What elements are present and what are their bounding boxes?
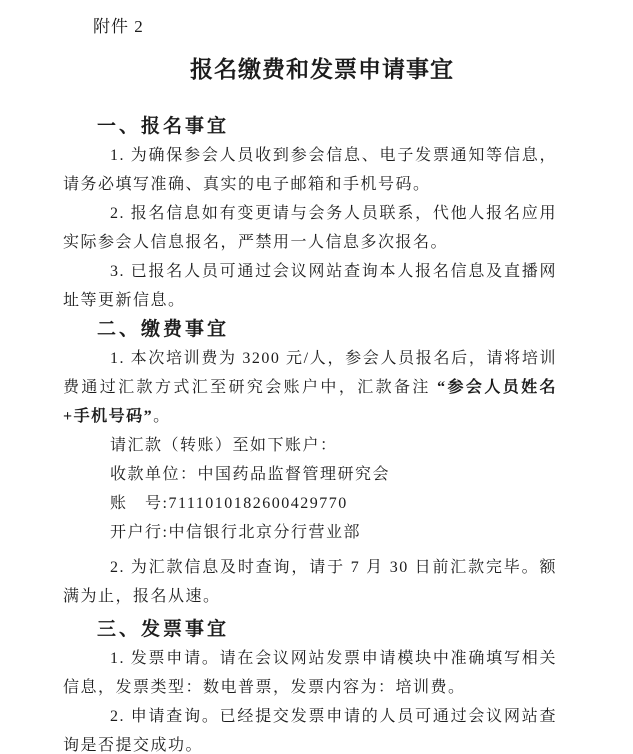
remit-intro-line: 请汇款（转账）至如下账户： <box>110 437 338 454</box>
paragraph-fee <box>63 344 557 431</box>
fee-remark-bold: “参会人员姓名+手机号码” <box>63 379 557 425</box>
section-heading-payment: 二、缴费事宜 <box>97 319 230 340</box>
section-heading-registration: 一、报名事宜 <box>97 116 230 137</box>
paragraph-registration-3: 3. 已报名人员可通过会议网站查询本人报名信息及直播网址等更新信息。 <box>63 263 557 309</box>
section-heading-invoice: 三、发票事宜 <box>97 619 230 640</box>
bank-line: 开户行:中信银行北京分行营业部 <box>110 524 361 541</box>
attachment-label: 附件 2 <box>93 17 144 36</box>
fee-text: 1. 本次培训费为 3200 元/人，参会人员报名后，请将培训费通过汇款方式汇至研究会账户中，汇款备注 <box>63 350 557 396</box>
account-number-line: 账 号:7111010182600429770 <box>110 495 348 512</box>
document-title: 报名缴费和发票申请事宜 <box>190 57 454 82</box>
paragraph-invoice-2: 2. 申请查询。已经提交发票申请的人员可通过会议网站查询是否提交成功。 <box>63 708 557 754</box>
paragraph-registration-1: 1. 为确保参会人员收到参会信息、电子发票通知等信息，请务必填写准确、真实的电子邮箱和手机号码。 <box>63 147 557 193</box>
paragraph-payment-deadline: 2. 为汇款信息及时查询，请于 7 月 30 日前汇款完毕。额满为止，报名从速。 <box>63 559 557 605</box>
fee-text-end: 。 <box>153 408 171 425</box>
paragraph-invoice-1: 1. 发票申请。请在会议网站发票申请模块中准确填写相关信息，发票类型：数电普票，发票内容为：培训费。 <box>63 650 557 696</box>
paragraph-registration-2: 2. 报名信息如有变更请与会务人员联系，代他人报名应用实际参会人信息报名，严禁用一人信息多次报名。 <box>63 205 557 251</box>
payee-line: 收款单位：中国药品监督管理研究会 <box>110 466 391 483</box>
